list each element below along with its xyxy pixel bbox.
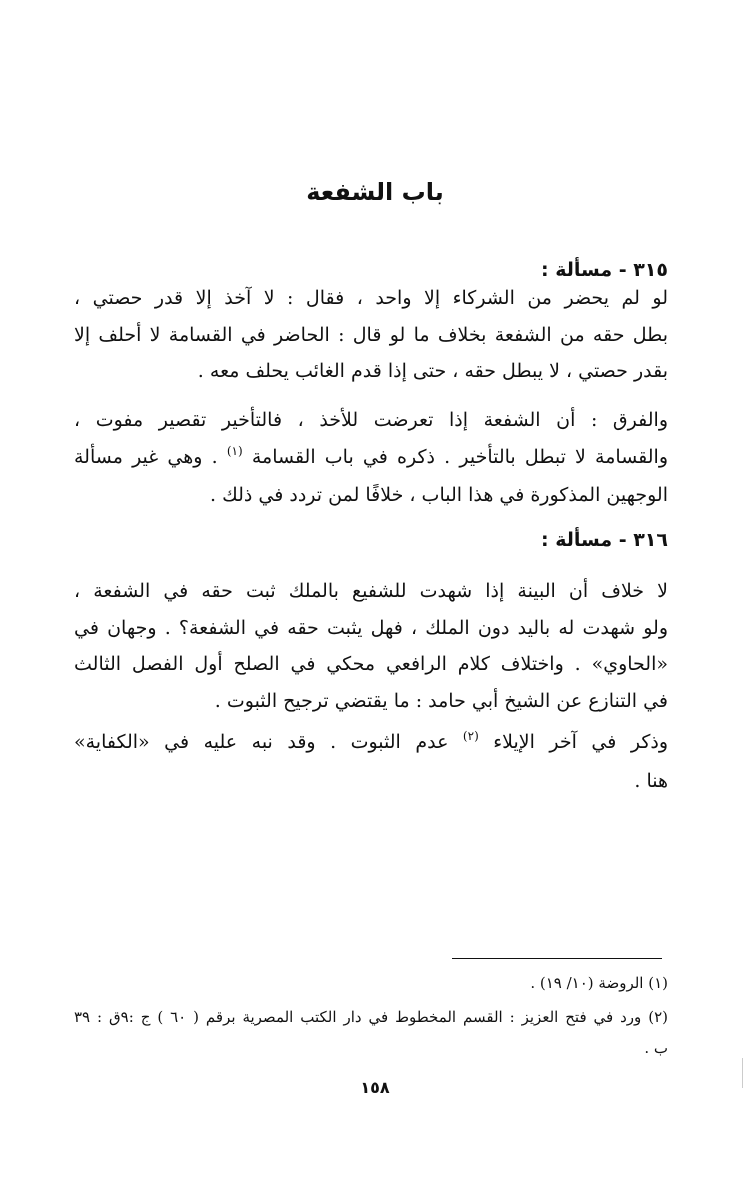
text-line: بقدر حصتي ، لا يبطل حقه ، حتى إذا قدم الغائب يحلف معه .	[197, 360, 668, 382]
text-line: بطل حقه من الشفعة بخلاف ما لو قال : الحاضر في القسامة لا أحلف إلا	[74, 323, 668, 346]
paragraph	[74, 573, 668, 719]
text-line	[74, 439, 668, 478]
text-line: والفرق : أن الشفعة إذا تعرضت للأخذ ، فالتأخير تقصير مفوت ،	[74, 409, 668, 431]
text-line: «الحاوي» . واختلاف كلام الرافعي محكي في الصلح أول الفصل الثالث	[74, 653, 668, 675]
text-segment: والقسامة لا تبطل بالتأخير . ذكره في باب القسامة	[251, 445, 669, 468]
text-line: في التنازع عن الشيخ أبي حامد : ما يقتضي ترجيح الثبوت .	[214, 689, 668, 712]
text-segment: عدم الثبوت . وقد نبه عليه في «الكفاية»	[74, 731, 449, 753]
text-line: لو لم يحضر من الشركاء إلا واحد ، فقال : لا آخذ إلا قدر حصتي ،	[74, 287, 669, 309]
footnote-divider	[452, 958, 662, 959]
text-line: لا خلاف أن البينة إذا شهدت للشفيع بالملك ثبت حقه في الشفعة ،	[74, 580, 668, 602]
issue-heading-316: ٣١٦ - مسألة :	[540, 529, 668, 551]
footnote-2	[74, 1002, 668, 1064]
scan-edge-mark	[742, 1058, 743, 1088]
footnote-text: (١) الروضة (١٠/ ١٩) .	[530, 974, 668, 992]
paragraph	[74, 280, 668, 390]
chapter-title: باب الشفعة	[306, 178, 444, 206]
text-segment: وذكر في آخر الإيلاء	[493, 731, 669, 753]
paragraph	[74, 402, 668, 514]
paragraph	[74, 724, 668, 799]
text-line: الوجهين المذكورة في هذا الباب ، خلافًا لمن تردد في ذلك .	[210, 484, 668, 506]
footnote-text: (٢) ورد في فتح العزيز : القسم المخطوط في دار الكتب المصرية برقم ( ٦٠ ) ج :٩ق : ٣٩	[74, 1008, 668, 1026]
text-line: هنا .	[634, 769, 668, 792]
footnote-ref-2[interactable]: (٢)	[462, 729, 479, 743]
text-segment: . وهي غير مسألة	[74, 445, 218, 468]
text-line: ولو شهدت له باليد دون الملك ، فهل يثبت حقه في الشفعة؟ . وجهان في	[74, 616, 668, 639]
text-line	[74, 724, 668, 763]
footnote-text: ب .	[644, 1039, 668, 1057]
issue-heading-315: ٣١٥ - مسألة :	[540, 259, 668, 281]
footnote-1	[74, 968, 668, 999]
footnote-ref-1[interactable]: (١)	[226, 443, 243, 458]
page-number: ١٥٨	[360, 1078, 390, 1097]
